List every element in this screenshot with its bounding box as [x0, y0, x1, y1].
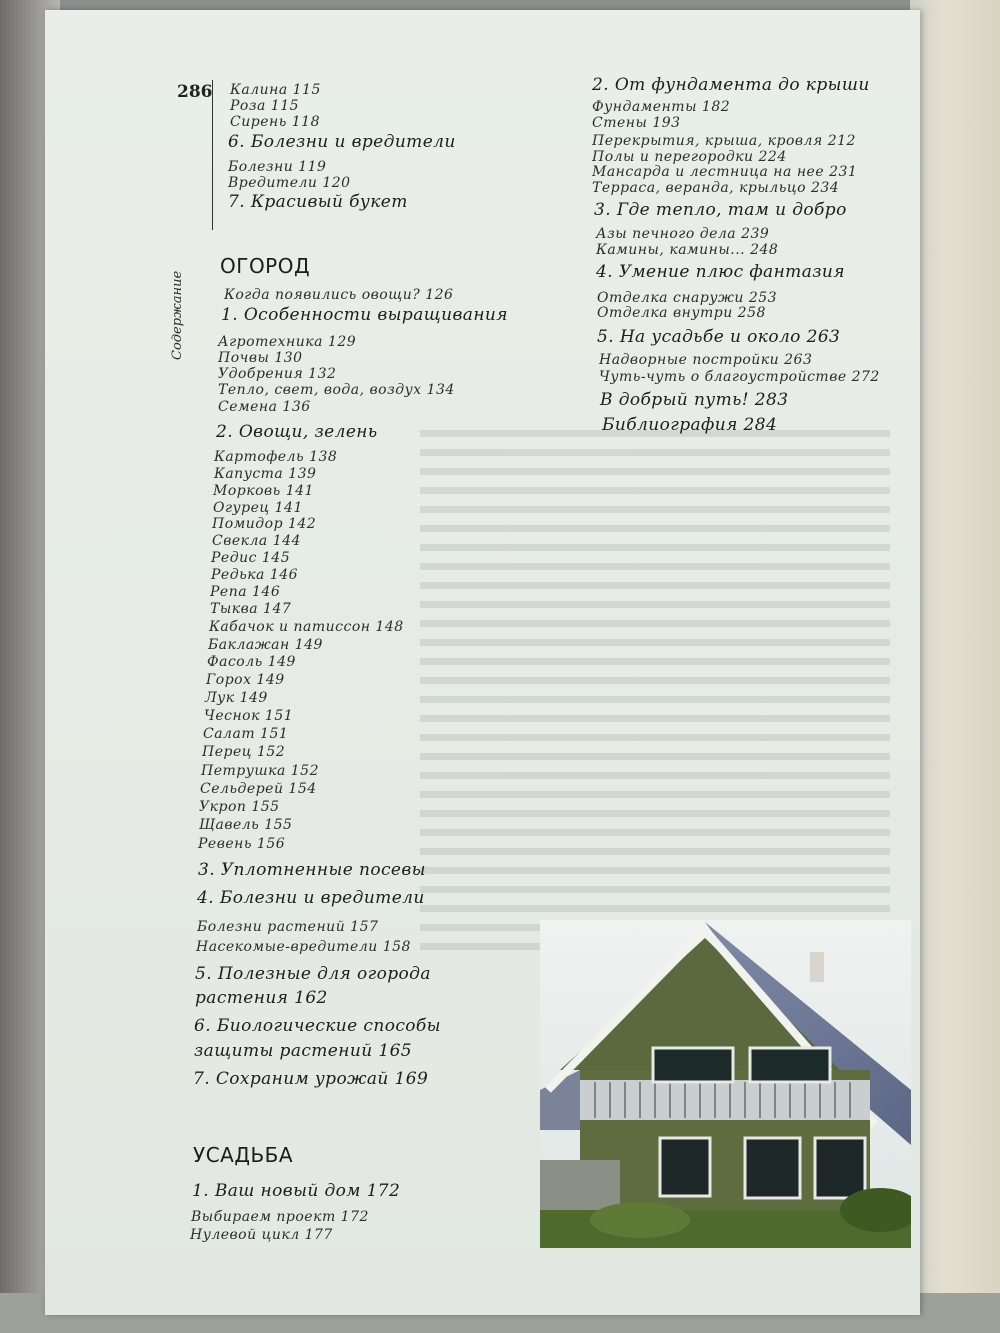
toc-left-heading: защиты растений 165 [194, 1041, 413, 1061]
toc-left-entry: Кабачок и патиссон 148 [209, 619, 404, 635]
toc-left-entry: Чеснок 151 [204, 708, 294, 724]
toc-left-entry: Выбираем проект 172 [191, 1209, 369, 1225]
toc-left-entry: Картофель 138 [214, 449, 338, 465]
toc-left-entry: Репа 146 [210, 584, 281, 600]
toc-left-entry: Калина 115 [230, 82, 321, 98]
toc-right-entry: Отделка внутри 258 [597, 305, 766, 321]
toc-right-entry: Надворные постройки 263 [599, 352, 813, 368]
toc-left-entry: Капуста 139 [214, 466, 317, 482]
toc-left-heading: 7. Красивый букет [228, 192, 408, 212]
toc-right-entry: Отделка снаружи 253 [597, 290, 778, 306]
toc-left-heading: 6. Болезни и вредители [228, 132, 456, 152]
toc-left-entry: Ревень 156 [198, 836, 286, 852]
toc-left-entry: Редис 145 [211, 550, 291, 566]
toc-right-entry: Терраса, веранда, крыльцо 234 [592, 180, 840, 196]
toc-left-heading: 4. Болезни и вредители [197, 888, 425, 908]
toc-right-heading: 2. От фундамента до крыши [592, 75, 870, 95]
toc-right-entry: Азы печного дела 239 [596, 226, 770, 242]
toc-left-entry: Морковь 141 [213, 483, 314, 499]
toc-left-entry: Баклажан 149 [208, 637, 323, 653]
toc-left-entry: Щавель 155 [199, 817, 293, 833]
toc-left-entry: Сельдерей 154 [200, 781, 317, 797]
toc-right-heading: 5. На усадьбе и около 263 [597, 327, 841, 347]
toc-left-heading: 6. Биологические способы [194, 1016, 441, 1036]
toc-left-heading: 1. Особенности выращивания [221, 305, 508, 325]
toc-left-entry: Когда появились овощи? 126 [224, 287, 454, 303]
page-number: 286 [177, 82, 213, 102]
toc-right-entry: Фундаменты 182 [592, 99, 731, 115]
toc-right-entry: Мансарда и лестница на нее 231 [592, 164, 858, 180]
toc-left-entry: Нулевой цикл 177 [190, 1227, 333, 1243]
background-right [910, 0, 1000, 1333]
toc-left-heading: 2. Овощи, зелень [216, 422, 378, 442]
house-photo [540, 920, 911, 1248]
toc-left-heading: 1. Ваш новый дом 172 [192, 1181, 401, 1201]
toc-left-entry: Перец 152 [202, 744, 286, 760]
toc-left-entry: Вредители 120 [228, 175, 351, 191]
toc-right-entry: Камины, камины... 248 [596, 242, 779, 258]
toc-left-heading: растения 162 [195, 988, 328, 1008]
toc-right-entry: Чуть-чуть о благоустройстве 272 [599, 369, 880, 385]
toc-left-entry: Семена 136 [218, 399, 311, 415]
toc-left-entry: Роза 115 [230, 98, 300, 114]
toc-left-entry: Петрушка 152 [201, 763, 319, 779]
toc-left-entry: Огурец 141 [213, 500, 303, 516]
toc-left-entry: Агротехника 129 [218, 334, 357, 350]
toc-right-entry: Перекрытия, крыша, кровля 212 [592, 133, 856, 149]
toc-left-heading: 3. Уплотненные посевы [198, 860, 426, 880]
toc-right-entry: Стены 193 [592, 115, 681, 131]
toc-left-entry: Салат 151 [203, 726, 289, 742]
toc-left-heading: 5. Полезные для огорода [195, 964, 431, 984]
toc-left-entry: Горох 149 [206, 672, 285, 688]
toc-left-entry: Укроп 155 [199, 799, 280, 815]
toc-right-heading: 3. Где тепло, там и добро [594, 200, 847, 220]
toc-left-entry: Редька 146 [211, 567, 299, 583]
toc-right-heading: 4. Умение плюс фантазия [596, 262, 845, 282]
toc-left-entry: Помидор 142 [212, 516, 317, 532]
toc-left-entry: Удобрения 132 [218, 366, 337, 382]
toc-right-entry: Полы и перегородки 224 [592, 149, 787, 165]
toc-left-heading: 7. Сохраним урожай 169 [193, 1069, 429, 1089]
toc-right-heading: В добрый путь! 283 [600, 390, 789, 410]
toc-right-heading: Библиография 284 [602, 415, 778, 435]
toc-left-heading: УСАДЬБА [193, 1143, 294, 1167]
toc-left-entry: Лук 149 [205, 690, 268, 706]
toc-left-entry: Болезни растений 157 [197, 919, 379, 935]
show-through-text [420, 430, 890, 950]
side-label: Содержание [170, 270, 185, 360]
toc-left-entry: Свекла 144 [212, 533, 301, 549]
toc-left-heading: ОГОРОД [220, 254, 311, 278]
toc-left-entry: Тыква 147 [210, 601, 292, 617]
toc-left-entry: Болезни 119 [228, 159, 327, 175]
toc-left-entry: Тепло, свет, вода, воздух 134 [218, 382, 455, 398]
toc-left-entry: Сирень 118 [230, 114, 320, 130]
margin-rule [212, 80, 213, 230]
toc-left-entry: Насекомые-вредители 158 [196, 939, 411, 955]
toc-left-entry: Почвы 130 [218, 350, 303, 366]
toc-left-entry: Фасоль 149 [207, 654, 296, 670]
